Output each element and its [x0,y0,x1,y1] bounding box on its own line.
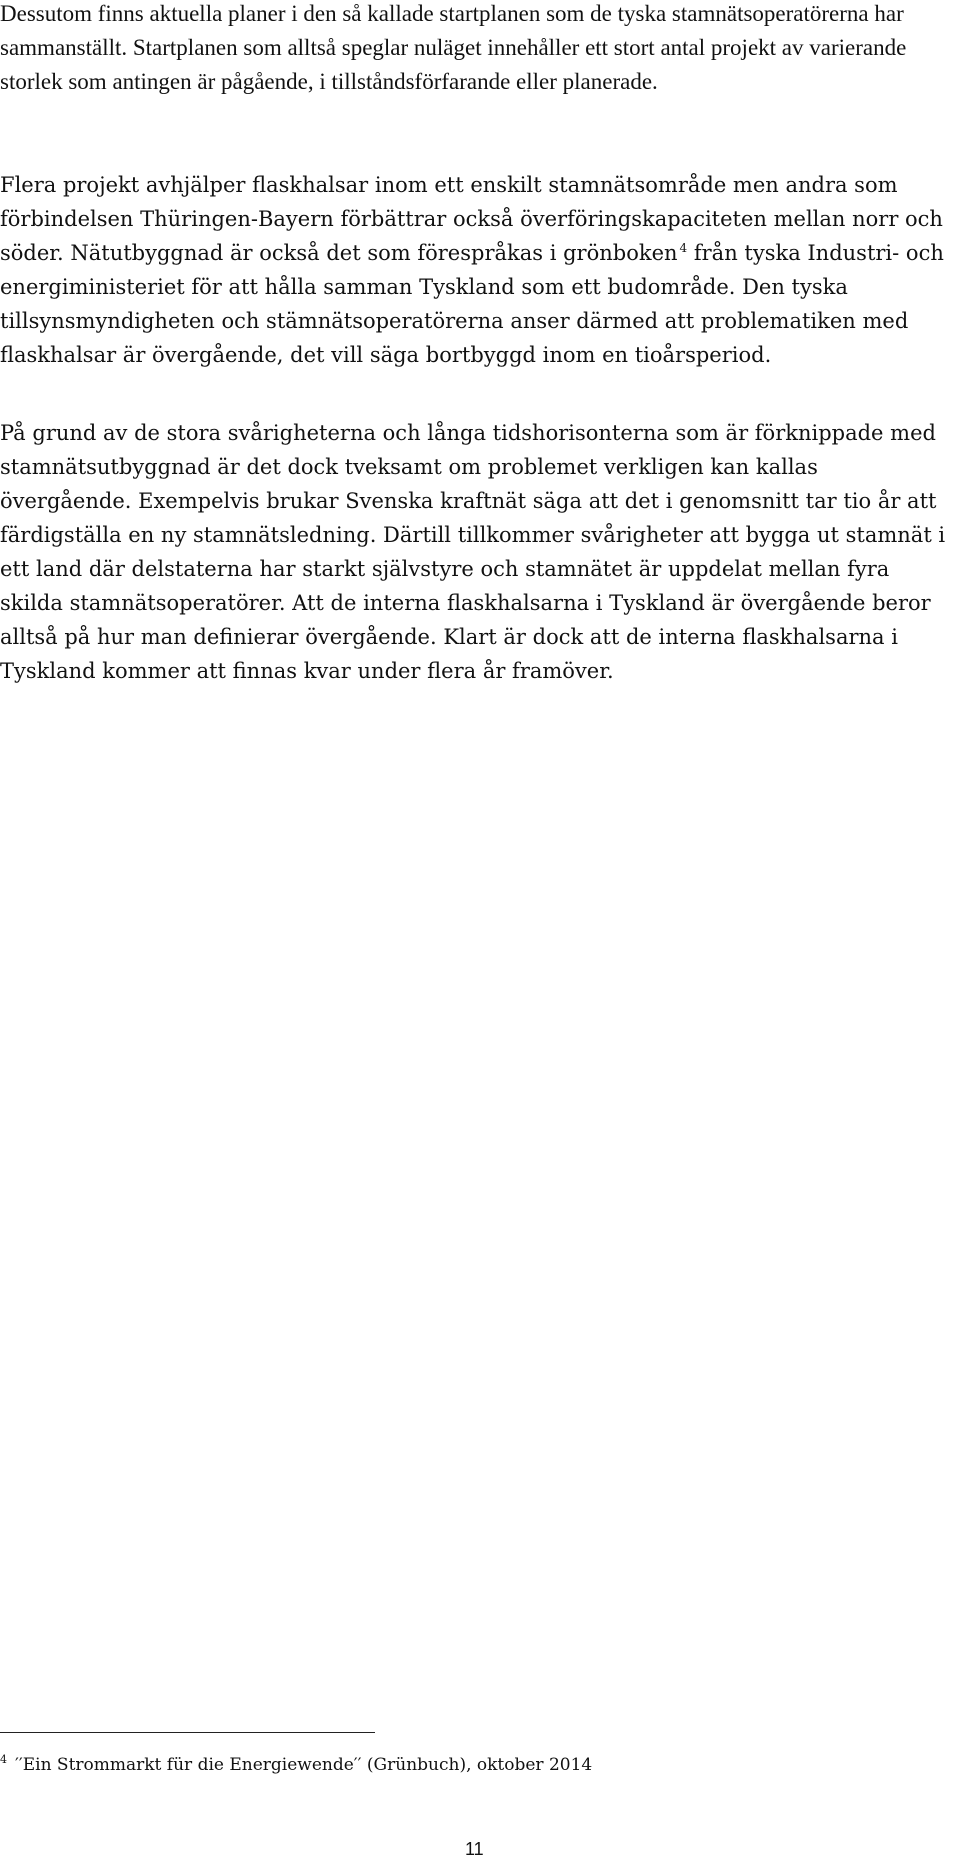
paragraph-3: På grund av de stora svårigheterna och långa tidshorisonterna som är förknippade med stamnätsutbyggnad är det dock tveksamt om problemet verkligen kan kallas övergående. Exempelvis brukar Svenska kraftnät säga att det i genomsnitt tar tio år att färdigställa en ny stamnätsledning. Därtill tillkommer svårigheter att bygga ut stamnät i ett land där delstaterna har starkt självstyre och stamnätet är uppdelat mellan fyra skilda stamnätsoperatörer. Att de interna flaskhalsarna i Tyskland är övergående beror alltså på hur man definierar övergående. Klart är dock att de interna flaskhalsarna i Tyskland kommer att finnas kvar under flera år framöver. [0,421,946,683]
paragraph-2-text: Flera projekt avhjälper flaskhalsar inom ett enskilt stamnätsområde men andra som förbindelsen Thüringen-Bayern förbättrar också överföringskapaciteten mellan norr och söder. Nätutbyggnad är också det som förespråkas i grönboken [0,173,943,265]
footnote-reference[interactable]: 4 [679,241,688,255]
paragraph-2 [0,168,950,372]
footnote-text: ′′Ein Strommarkt für die Energiewende′′ (Grünbuch), oktober 2014 [15,1755,593,1775]
footnote-separator [0,1732,375,1733]
page-number: 11 [465,1839,484,1859]
paragraph-2-continuation: från tyska Industri- och energiministeriet för att hålla samman Tyskland som ett budområde. Den tyska tillsynsmyndigheten och stämnätsoperatörerna anser därmed att problematiken med flaskhalsar är övergående, det vill säga bortbyggd inom en tioårsperiod. [0,241,944,367]
footnote-number: 4 [0,1753,7,1767]
paragraph-1: Dessutom finns aktuella planer i den så kallade startplanen som de tyska stamnätsoperatörerna har sammanställt. Startplanen som alltså speglar nuläget innehåller ett stort antal projekt av varierande storlek som antingen är pågående, i tillståndsförfarande eller planerade. [0,1,907,94]
footnote [0,1753,592,1777]
